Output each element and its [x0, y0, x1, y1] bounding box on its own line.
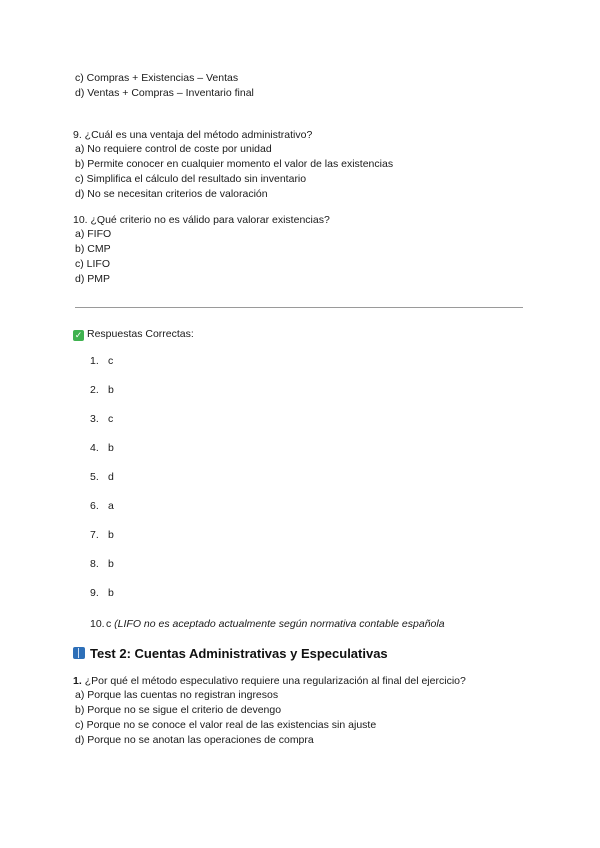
answer-item: 6. a — [90, 500, 114, 512]
test2-q1-option-a: a) Porque las cuentas no registran ingresos — [75, 689, 279, 701]
test2-q1-option-b: b) Porque no se sigue el criterio de devengo — [75, 704, 282, 716]
answers-title: Respuestas Correctas: — [87, 328, 194, 340]
q10-option-b: b) CMP — [75, 243, 111, 255]
answer-item: 2. b — [90, 384, 114, 396]
q10-option-a: a) FIFO — [75, 228, 112, 240]
answer-item: 1. c — [90, 355, 114, 367]
q8-option-b: c) Compras + Existencias – Ventas — [75, 72, 239, 84]
answer-item: 8. b — [90, 558, 114, 570]
q8-option-c: d) Ventas + Compras – Inventario final — [75, 87, 254, 99]
q10-option-d: d) PMP — [75, 273, 111, 285]
answer-item: 5. d — [90, 471, 114, 483]
answer-item: 3. c — [90, 413, 114, 425]
test2-q1-option-d: d) Porque no se anotan las operaciones de compra — [75, 734, 314, 746]
answer-item: 9. b — [90, 587, 114, 599]
test2-q1-question: 1. ¿Por qué el método especulativo requiere una regularización al final del ejercicio? — [73, 675, 466, 687]
horizontal-divider — [75, 307, 523, 308]
answers-heading — [73, 327, 194, 341]
q9-option-c: c) Simplifica el cálculo del resultado sin inventario — [75, 173, 307, 185]
answer-item: 4. b — [90, 442, 114, 454]
check-mark-icon: ✓ — [74, 330, 83, 340]
test2-q1-option-c: c) Porque no se conoce el valor real de las existencias sin ajuste — [75, 719, 377, 731]
q9-option-d: d) No se necesitan criterios de valoración — [75, 188, 268, 200]
q10-question: 10. ¿Qué criterio no es válido para valorar existencias? — [73, 214, 330, 226]
q9-option-a: a) No requiere control de coste por unidad — [75, 143, 272, 155]
q9-question: 9. ¿Cuál es una ventaja del método administrativo? — [73, 129, 313, 141]
q9-option-b: b) Permite conocer en cualquier momento el valor de las existencias — [75, 158, 394, 170]
answer-item: 10.c (LIFO no es aceptado actualmente según normativa contable española — [90, 618, 445, 630]
q10-option-c: c) LIFO — [75, 258, 111, 270]
answer-item: 7. b — [90, 529, 114, 541]
test2-title: Test 2: Cuentas Administrativas y Especulativas — [90, 646, 388, 661]
section-heading — [73, 646, 388, 662]
blue-book-icon — [73, 647, 85, 659]
answer-note: (LIFO no es aceptado actualmente según normativa contable española — [114, 618, 445, 630]
